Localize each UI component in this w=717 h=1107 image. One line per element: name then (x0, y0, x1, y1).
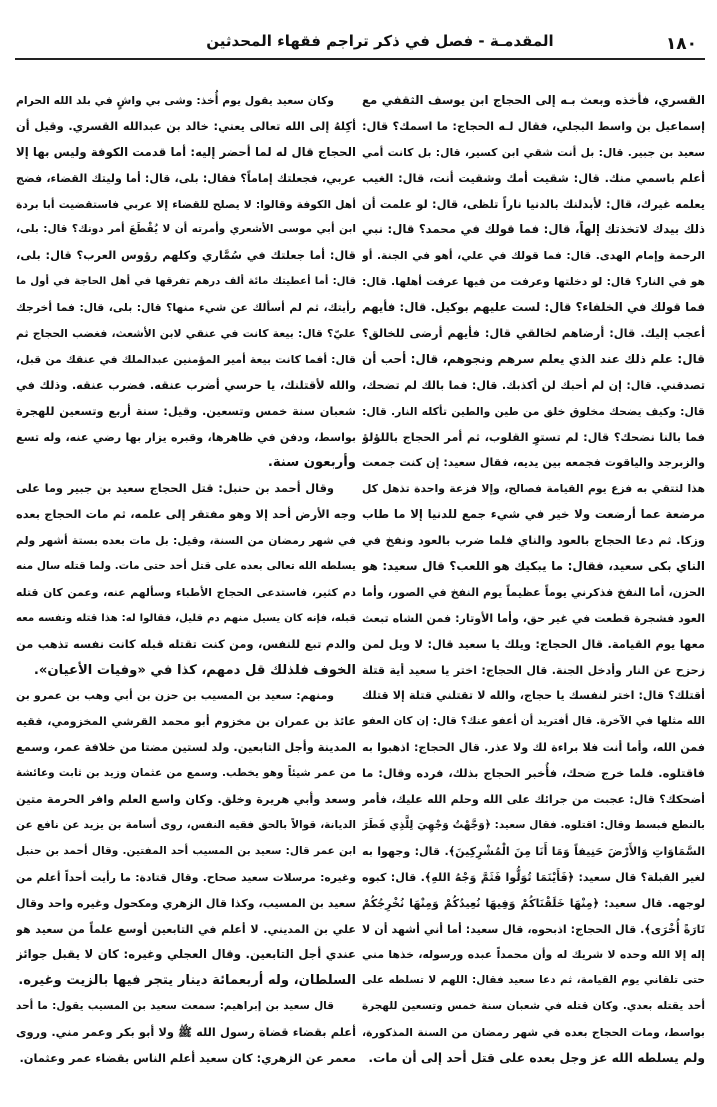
text-line: ومنهم: سعيد بن المسيب بن حزن بن أبي وهب بن عمرو بن (16, 689, 334, 703)
text-line: فما قولك في الخلفاء؟ قال: لست عليهم بوكيل. قال: فأيهم (362, 300, 705, 315)
text-line: فاقتلوه. فلما خرج ضحك، فأُخبر الحجاج بذلك، فرده وقال: ما (362, 766, 705, 781)
text-line: زحزح عن النار وأدخل الجنة. قال الحجاج: اختر يا سعيد أية قتلة (362, 663, 705, 677)
text-line: لغير القبلة؟ قال سعيد: ﴿فَأَيْنَمَا تُوَلُّوا فَثَمَّ وَجْهُ اللهِ﴾. قال: كبوه (362, 870, 705, 884)
text-line: ابن عمر قال: سعيد بن المسيب أحد المفتين. وقال أحمد بن حنبل (16, 844, 356, 857)
text-line: وأربعون سنة. (267, 455, 356, 471)
text-line: الحزن، أما النفخ فذكرني يوماً عظيماً يوم النفخ في الصور، وأما (362, 585, 705, 599)
text-line: في شهر رمضان من السنة، وقيل: بل مات بعده بستة أشهر ولم (16, 534, 356, 548)
text-line: من عمر شيئاً وهو يخطب. وسمع من عثمان وزيد بن ثابت وعائشة (16, 767, 356, 780)
left-column (16, 88, 356, 1072)
text-line: لوجهه. قال سعيد: ﴿مِنْهَا خَلَقْنَاكُمْ وَفِيهَا نُعِيدُكُمْ وَمِنْهَا نُخْرِجُكُمْ (362, 896, 705, 910)
text-line: الديانة، قوالاً بالحق فقيه النفس، روى أسامة بن يزيد عن نافع عن (16, 818, 356, 831)
text-line: ولم يسلطه الله عز وجل بعده على قتل أحد إلى أن مات. (368, 1050, 705, 1065)
text-line: عربي، فجعلتك إماماً؟ فقال: بلى، قال: أما وليتك القضاء، فضج (16, 171, 356, 185)
text-line: أقتلك؟ قال: اختر لنفسك يا حجاج، والله لا تقتلني قتلة إلا قتلك (362, 689, 705, 703)
text-line: أضحكك؟ قال: عجبت من جرائك على الله وحلم الله عليك، فأمر (362, 793, 705, 807)
paragraph (16, 683, 356, 994)
right-column (362, 88, 705, 1072)
text-line: السلطان، وله أربعمائة دينار يتجر فيها بالزيت وغيره. (18, 973, 356, 989)
text-line: وغيره: مرسلات سعيد صحاح. وقال قتادة: ما رأيت أحداً أعلم من (16, 870, 356, 884)
text-line: شعبان سنة خمس وتسعين. وقيل: سنة أربع وتسعين للهجرة (16, 403, 356, 418)
page-header (15, 30, 705, 58)
paragraph (16, 994, 356, 1072)
text-line: أعلم باسمي منك. قال: شقيت أمك وشقيت أنت، قال: الغيب (362, 170, 705, 185)
text-line: عائذ بن عمران بن مخزوم أبو محمد القرشي المخزومي، فقيه (16, 715, 356, 729)
text-line: إله إلا الله وحده لا شريك له وأن محمداً عبده ورسوله، خذها مني (362, 948, 705, 962)
text-line: يسلطه الله تعالى بعده على قتل أحد حتى مات. ولما قتله سال منه (16, 560, 356, 573)
text-line: قال: وكيف يضحك مخلوق خلق من طين والطين تأكله النار. قال: (362, 404, 705, 418)
text-line: تَارَةً أُخْرَى﴾. قال الحجاج: اذبحوه، قال سعيد: أما أني أشهد أن لا (362, 922, 705, 936)
text-line: معمر عن الزهري: كان سعيد أعلم الناس بقضاء عمر وعثمان. (19, 1050, 356, 1065)
paragraph (16, 476, 356, 683)
text-line: وزكا. ثم دعا الحجاج بالعود والناي فلما ضرب بالعود ونفخ في (362, 533, 705, 548)
text-line: والله لأقتلنك، يا حرسي أضرب عنقه. فضرب عنقه. وذلك في (16, 377, 356, 392)
text-line: قال: أما أعطيتك مائة ألف درهم تفرقها في أهل الحاجة في أول ما (16, 276, 356, 288)
text-line: تصدقني. قال: إن لم أحبك لن أكذبك. قال: فما بالك لم تضحك، (362, 378, 705, 392)
text-line: وسعد وأبي هريرة وخلق. وكان واسع العلم وافر الحرمة متين (16, 792, 356, 807)
text-line: الله مثلها في الآخرة. قال أفتريد أن أعفو عنك؟ قال: إن كان العفو (362, 715, 705, 728)
text-line: سعيد بن المسيب، وكذا قال الزهري ومكحول وغيره واحد وقال (16, 896, 356, 910)
text-line: أعلم بقضاء قضاة رسول الله ﷺ ولا أبو بكر وعمر مني. وروى (16, 1025, 356, 1040)
text-line: قال: علم ذلك عند الذي يعلم سرهم ونجوهم، قال: أحب أن (362, 351, 705, 366)
paragraph (16, 88, 356, 476)
text-line: عليّ؟ قال: بيعة كانت في عنقي لابن الأشعث، فغضب الحجاج ثم (16, 327, 356, 341)
text-line: هذا لتتقي به فزع يوم القيامة فصالح، وإلا فزعة واحدة تذهل كل (362, 482, 705, 496)
paragraph (362, 88, 705, 1072)
text-line: عندي أجل التابعين. وقال العجلي وغيره: كان لا يقبل جوائز (16, 947, 356, 962)
text-line: دم كثير، فاستدعى الحجاج الأطباء وسألهم عنه، وعمن كان قتله (16, 585, 356, 599)
text-line: إسماعيل بن واسط البجلي، فقال لـه الحجاج: ما اسمك؟ قال: (362, 118, 705, 133)
text-line: الخوف فلذلك قل دمهم، كذا في «وفيات الأعيان». (33, 662, 356, 678)
text-line: الرحمة وإمام الهدى. قال: فما قولك في علي، أهو في الجنة. أو (362, 249, 705, 263)
text-line: أعجب إليك. قال: أرضاهم لخالقي قال: فأيهم أرضى للخالق؟ (362, 326, 705, 341)
text-line: قبله، فإنه كان يسيل منهم دم قليل، فقالوا له: هذا قتله ونفسه معه (16, 612, 356, 624)
text-line: الحجاج قال له لما أحضر إليه: أما قدمت الكوفة وليس بها إلا (16, 144, 356, 159)
text-line: والزبرجد والياقوت فجمعه بين يديه، فقال سعيد: إن كنت جمعت (362, 456, 705, 470)
header-rule (15, 58, 705, 60)
text-line: يعلمه غيرك، قال: لأبدلنك بالدنيا ناراً تلظى، قال: لو علمت أن (362, 196, 705, 211)
text-line: أهل الكوفة وقالوا: لا يصلح للقضاء إلا عربي فاستقضيت أبا بردة (16, 197, 356, 211)
text-line: ذلك بيدك لاتخذتك إلهاً، قال: فما قولك في محمد؟ قال: نبي (362, 222, 705, 237)
text-line: علي بن المديني. لا أعلم في التابعين أوسع علماً من سعيد هو (16, 922, 356, 936)
text-line: فما بالنا نضحك؟ قال: لم تستوِ القلوب، ثم أمر الحجاج باللؤلؤ (362, 429, 705, 444)
text-line: وكان سعيد يقول يوم أُخذ: وشى بي واشٍ في بلد الله الحرام (16, 94, 334, 107)
text-line: القسري، فأخذه وبعث بـه إلى الحجاج ابن يوسف الثقفي مع (362, 93, 705, 107)
text-line: بالنطع فبسط وقال: اقتلوه. فقال سعيد: ﴿وَجَّهْتُ وَجْهِيَ لِلَّذِي فَطَرَ (362, 818, 705, 831)
page-number: ١٨٠ (665, 34, 697, 54)
text-line: سعيد بن جبير. قال: بل أنت شقي ابن كسير، قال: بل كانت أمي (362, 145, 705, 159)
text-line: أحد يقتله بعدي. وكان قتله في شعبان سنة خمس وتسعين للهجرة (362, 1000, 705, 1013)
text-line: مرضعة عما أرضعت ولا خير في شيء جمع للدنيا إلا ما طاب (362, 507, 705, 522)
text-line: بواسط، ودفن في ظاهرها، وقبره يزار بها رضي عنه، وله تسع (16, 430, 356, 444)
text-line: رأيتك، ثم لم أسألك عن شيء منها؟ قال: بلى، قال: فما أخرجك (16, 301, 356, 315)
text-line: والدم تبع للنفس، ومن كنت تقتله قبله كانت نفسه تذهب من (16, 636, 356, 651)
text-line: وقال أحمد بن حنبل: قتل الحجاج سعيد بن جبير وما على (16, 481, 334, 496)
text-line: قال: أما جعلتك في سُمَّاري وكلهم رؤوس العرب؟ قال: بلى، (16, 248, 356, 263)
text-line: قال: أفما كانت بيعة أمير المؤمنين عبدالملك في عنقك من قبل، (16, 352, 356, 366)
text-line: الناي بكى سعيد، فقال: ما يبكيك هو اللعب؟ قال سعيد: هو (362, 559, 705, 574)
text-line: أكِلهُ إلى الله تعالى يعني: خالد بن عبدالله القسري. وقيل أن (16, 118, 356, 133)
running-title: المقدمـة - فصل في ذكر تراجم فقهاء المحدثين (206, 32, 554, 50)
text-line: العود فشجرة قطعت في غير حق، وأما الأوتار: فمن الشاه تبعث (362, 611, 705, 625)
text-line: بواسط، ومات الحجاج بعده في شهر رمضان من السنة المذكورة، (362, 1026, 705, 1040)
text-line: حتى تلقاني يوم القيامة، ثم دعا سعيد فقال: اللهم لا تسلطه على (362, 974, 705, 987)
text-line: فمن الله، وأما أنت فلا براءة لك ولا عذر. قال الحجاج: اذهبوا به (362, 741, 705, 755)
text-line: معها يوم القيامة. قال الحجاج: ويلك يا سعيد قال: لا ويل لمن (362, 636, 705, 651)
text-line: المدينة وأجل التابعين. ولد لستين مضتا من خلافة عمر، وسمع (16, 740, 356, 755)
text-line: ابن أبي موسى الأشعري وأمرته أن لا يُقْطَعَ أمر دونك؟ قال: بلى، (16, 223, 356, 236)
text-line: قال سعيد بن إبراهيم: سمعت سعيد بن المسيب يقول: ما أحد (16, 1000, 334, 1013)
text-line: هو في النار؟ قال: لو دخلتها وعرفت من فيها عرفت أهلها. قال: (362, 275, 705, 289)
text-line: السَّمَاوَاتِ وَالأَرْضَ حَنِيفاً وَمَا أَنَا مِنَ الْمُشْرِكِينَ﴾. قال: وجهوا به (362, 844, 705, 858)
text-line: وجه الأرض أحد إلا وهو مفتقر إلى علمه، ثم مات الحجاج بعده (16, 507, 356, 522)
